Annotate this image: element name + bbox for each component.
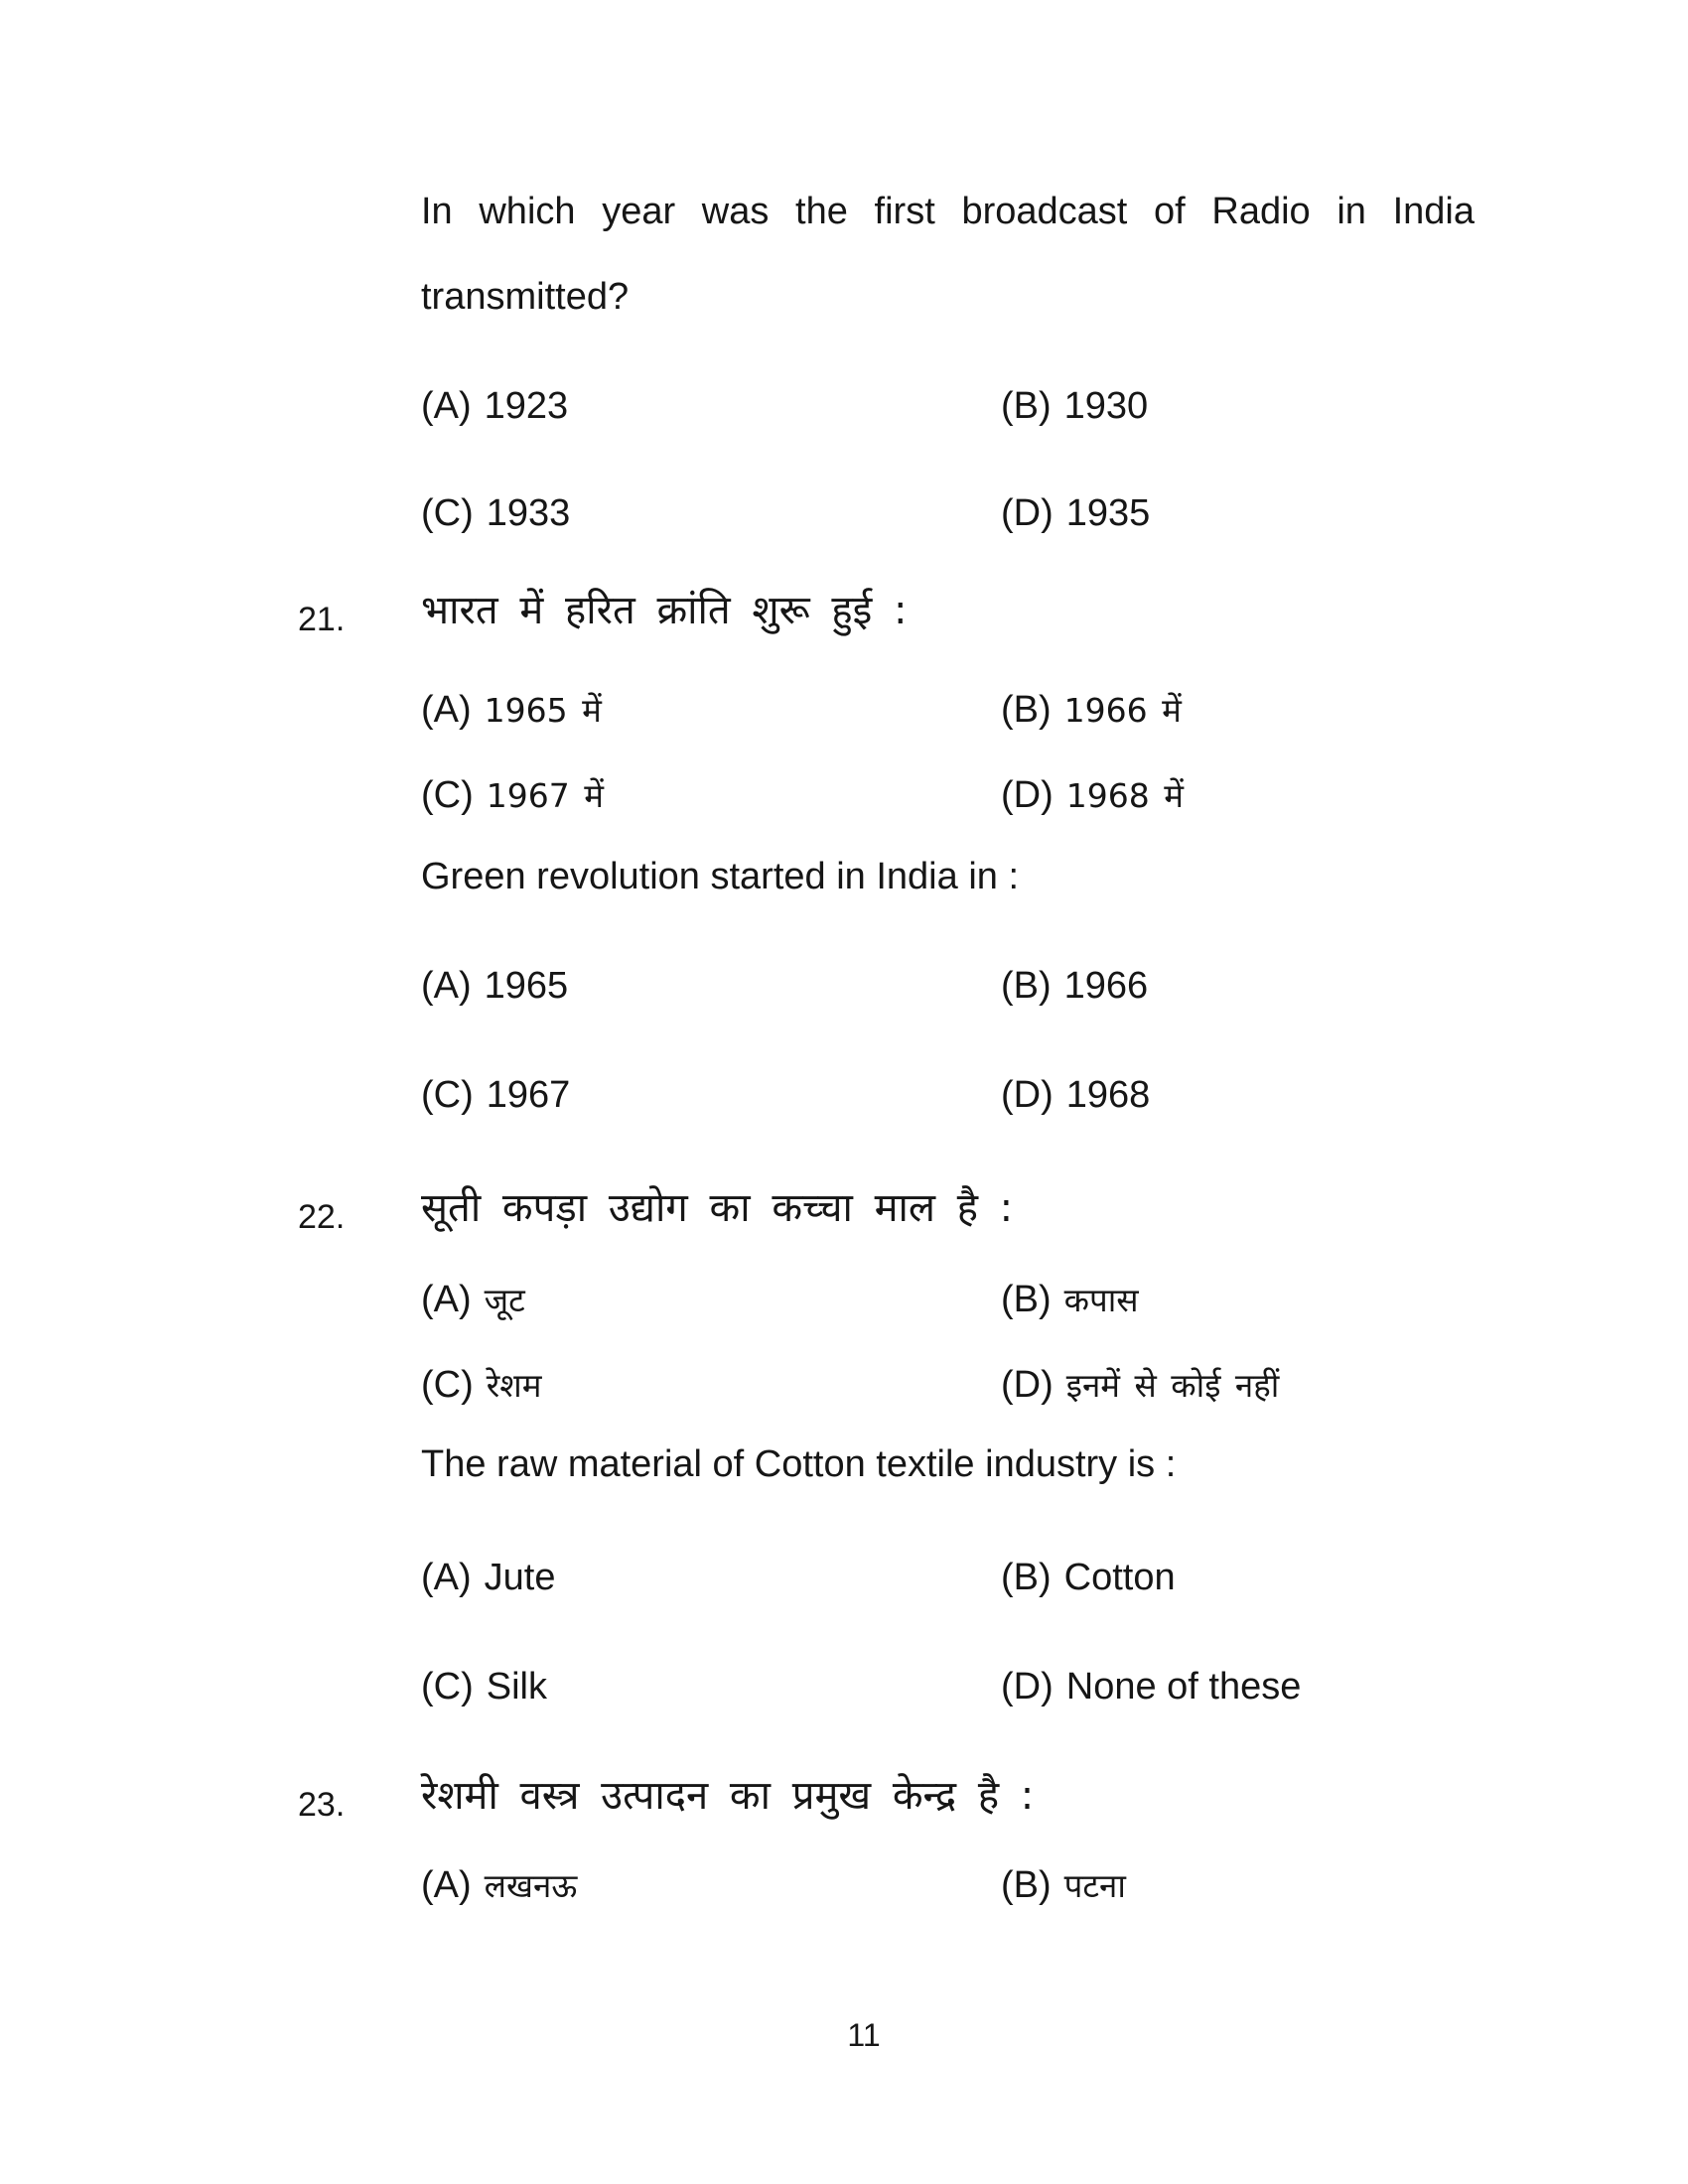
q20-english-line1: In which year was the first broadcast of Radio in India bbox=[421, 191, 1475, 232]
q21-hindi-option-a bbox=[421, 687, 1001, 735]
q21-english-option-d-label: (D) bbox=[1001, 1074, 1054, 1116]
q20-option-d-text: 1935 bbox=[1065, 492, 1151, 534]
q23-hindi-option-b bbox=[1001, 1862, 1126, 1910]
q20-option-a-text: 1923 bbox=[484, 385, 569, 427]
q23-hindi-text: रेशमी वस्त्र उत्पादन का प्रमुख केन्द्र है : bbox=[421, 1773, 1035, 1819]
q21-hindi-text: भारत में हरित क्रांति शुरू हुई : bbox=[421, 588, 908, 633]
q21-hindi-option-c-text: 1967 में bbox=[486, 776, 604, 815]
q22-hindi-option-b bbox=[1001, 1277, 1139, 1324]
q21-hindi-option-c-label: (C) bbox=[421, 774, 474, 816]
q20-option-c bbox=[421, 490, 1001, 538]
q22-english-text: The raw material of Cotton textile industry is : bbox=[421, 1443, 1177, 1485]
q22-english-options-row-1 bbox=[421, 1555, 1475, 1602]
q21-hindi-option-a-label: (A) bbox=[421, 689, 472, 731]
q20-option-b-label: (B) bbox=[1001, 385, 1052, 427]
q21-english-option-b bbox=[1001, 963, 1148, 1011]
q21-english-option-b-label: (B) bbox=[1001, 965, 1052, 1007]
q21-english-option-a bbox=[421, 963, 1001, 1011]
q21-hindi-option-c bbox=[421, 772, 1001, 820]
q22-hindi-option-a-text: जूट bbox=[484, 1281, 525, 1319]
q20-option-b-text: 1930 bbox=[1063, 385, 1149, 427]
q22-english-option-c-text: Silk bbox=[486, 1666, 547, 1707]
q20-option-b bbox=[1001, 383, 1148, 431]
q22-hindi-option-d bbox=[1001, 1362, 1279, 1410]
q22-hindi-option-a-label: (A) bbox=[421, 1279, 472, 1320]
q21-english-option-c bbox=[421, 1072, 1001, 1120]
q20-options-row-1 bbox=[421, 383, 1475, 431]
q22-hindi-option-b-text: कपास bbox=[1063, 1281, 1139, 1319]
q22-hindi-option-d-label: (D) bbox=[1001, 1364, 1054, 1406]
q20-option-a-label: (A) bbox=[421, 385, 472, 427]
q22-english-option-d bbox=[1001, 1664, 1301, 1711]
q22-hindi-options-row-1 bbox=[421, 1277, 1475, 1324]
q21-hindi-option-a-text: 1965 में bbox=[484, 691, 602, 730]
q22-hindi-option-b-label: (B) bbox=[1001, 1279, 1052, 1320]
q21-english-option-c-text: 1967 bbox=[486, 1074, 571, 1116]
q20-options-row-2 bbox=[421, 490, 1475, 538]
q21-english-options-row-1 bbox=[421, 963, 1475, 1011]
q22-english-option-c bbox=[421, 1664, 1001, 1711]
q23-hindi-option-b-label: (B) bbox=[1001, 1864, 1052, 1906]
q22-english-options-row-2 bbox=[421, 1664, 1475, 1711]
q22-hindi-option-d-text: इनमें से कोई नहीं bbox=[1065, 1366, 1280, 1405]
q22-hindi-option-c-text: रेशम bbox=[486, 1366, 542, 1405]
q21-english-option-c-label: (C) bbox=[421, 1074, 474, 1116]
q22-english-option-c-label: (C) bbox=[421, 1666, 474, 1707]
q22-hindi-options-row-2 bbox=[421, 1362, 1475, 1410]
q22-english-option-b-text: Cotton bbox=[1063, 1557, 1176, 1598]
q22-english-option-a bbox=[421, 1555, 1001, 1602]
q20-option-d-label: (D) bbox=[1001, 492, 1054, 534]
q22-english-option-b-label: (B) bbox=[1001, 1557, 1052, 1598]
q22-hindi-option-a bbox=[421, 1277, 1001, 1324]
q22-hindi-text: सूती कपड़ा उद्योग का कच्चा माल है : bbox=[421, 1185, 1014, 1231]
q21-hindi-options-row-1 bbox=[421, 687, 1475, 735]
q23-hindi-option-a-text: लखनऊ bbox=[484, 1866, 578, 1905]
q21-english-options-row-2 bbox=[421, 1072, 1475, 1120]
q23-hindi-option-a bbox=[421, 1862, 1001, 1910]
q21-hindi-option-d-text: 1968 में bbox=[1065, 776, 1184, 815]
q20-option-a bbox=[421, 383, 1001, 431]
q22-english-option-a-text: Jute bbox=[484, 1557, 556, 1598]
q23-number: 23. bbox=[298, 1786, 346, 1824]
q21-english-option-b-text: 1966 bbox=[1063, 965, 1149, 1007]
q23-hindi-option-b-text: पटना bbox=[1063, 1866, 1126, 1905]
q21-english-option-d bbox=[1001, 1072, 1150, 1120]
q21-english-option-a-label: (A) bbox=[421, 965, 472, 1007]
q21-english-text: Green revolution started in India in : bbox=[421, 856, 1020, 897]
q21-hindi-option-b-label: (B) bbox=[1001, 689, 1052, 731]
q21-english-option-a-text: 1965 bbox=[484, 965, 569, 1007]
q21-english-option-d-text: 1968 bbox=[1065, 1074, 1151, 1116]
q20-option-d bbox=[1001, 490, 1150, 538]
q21-hindi-option-b bbox=[1001, 687, 1182, 735]
q22-hindi-option-c-label: (C) bbox=[421, 1364, 474, 1406]
q21-hindi-option-d bbox=[1001, 772, 1184, 820]
q21-hindi-option-b-text: 1966 में bbox=[1063, 691, 1182, 730]
q20-option-c-text: 1933 bbox=[486, 492, 571, 534]
q20-option-c-label: (C) bbox=[421, 492, 474, 534]
q22-hindi-option-c bbox=[421, 1362, 1001, 1410]
q22-english-option-a-label: (A) bbox=[421, 1557, 472, 1598]
q20-english-line2: transmitted? bbox=[421, 276, 630, 318]
q22-english-option-b bbox=[1001, 1555, 1176, 1602]
q21-number: 21. bbox=[298, 601, 346, 638]
q21-hindi-option-d-label: (D) bbox=[1001, 774, 1054, 816]
q22-number: 22. bbox=[298, 1198, 346, 1236]
q22-english-option-d-label: (D) bbox=[1001, 1666, 1054, 1707]
q23-hindi-option-a-label: (A) bbox=[421, 1864, 472, 1906]
page-number: 11 bbox=[847, 2017, 881, 2053]
q23-hindi-options-row-1 bbox=[421, 1862, 1475, 1910]
q22-english-option-d-text: None of these bbox=[1065, 1666, 1302, 1707]
q21-hindi-options-row-2 bbox=[421, 772, 1475, 820]
